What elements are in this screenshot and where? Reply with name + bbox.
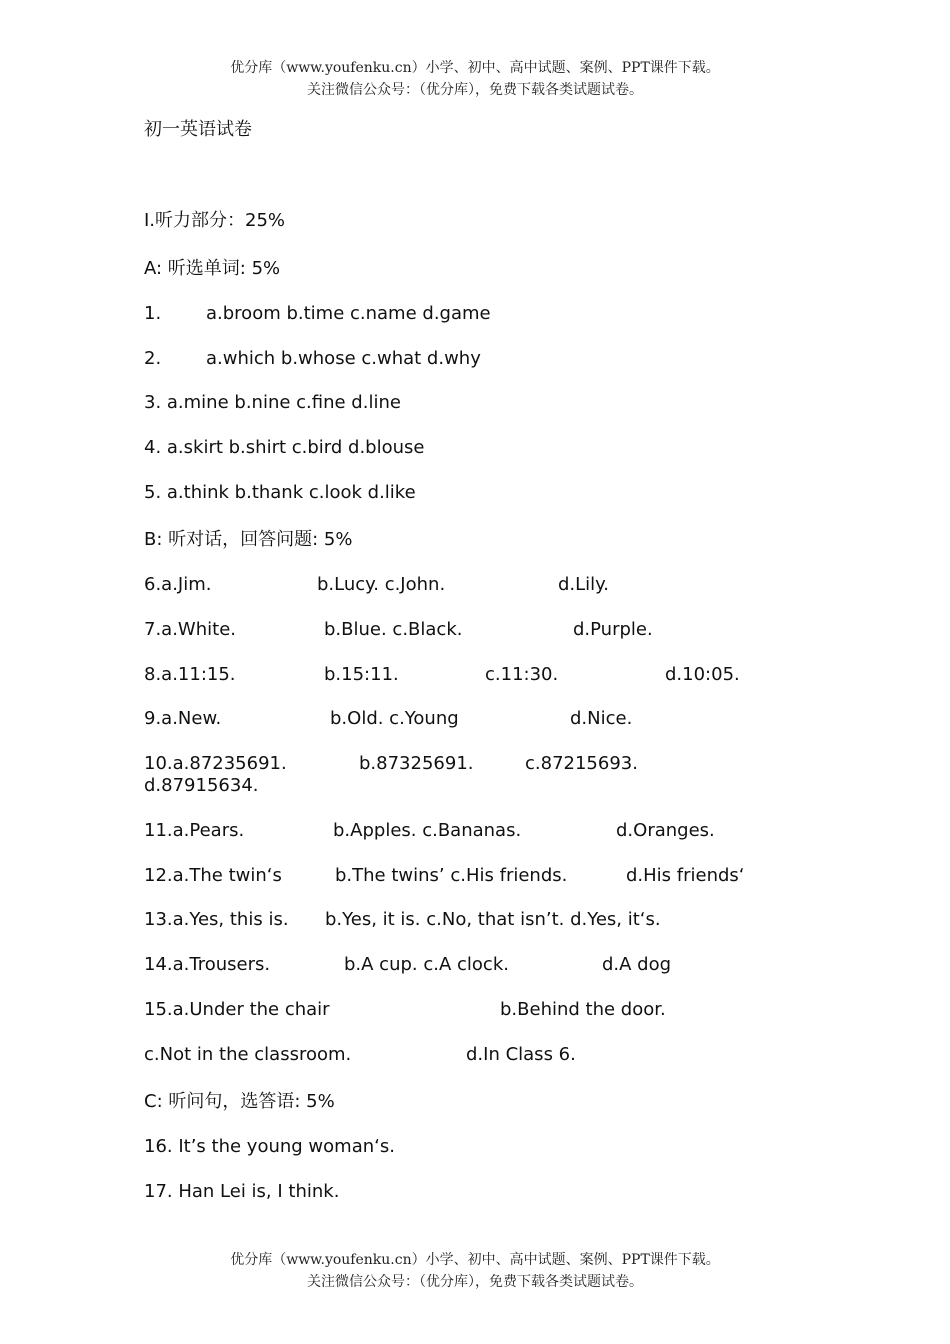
question-8-option-d: d.10:05. [665,664,740,685]
question-10-option-b: b.87325691. [359,753,474,774]
question-17: 17. Han Lei is, I think. [144,1181,340,1202]
footer-line-2: 关注微信公众号：（优分库），免费下载各类试题试卷。 [307,1274,643,1290]
question-10-option-c: c.87215693. [525,753,638,774]
question-14-option-b: b.A cup. c.A clock. [344,954,509,975]
question-9-option-d: d.Nice. [570,708,633,729]
question-7-option-a: 7.a.White. [144,619,236,640]
question-16: 16. It’s the young woman‘s. [144,1136,395,1157]
question-8-option-a: 8.a.11:15. [144,664,236,685]
header-line-1: 优分库（www.youfenku.cn）小学、初中、高中试题、案例、PPT课件下载。 [230,60,720,76]
question-15-option-c: c.Not in the classroom. [144,1044,352,1065]
exam-title: 初一英语试卷 [144,119,252,140]
footer-line-1: 优分库（www.youfenku.cn）小学、初中、高中试题、案例、PPT课件下载。 [230,1252,720,1268]
part1-heading: I.听力部分：25% [144,210,286,231]
question-15-option-b: b.Behind the door. [500,999,666,1020]
question-9-option-b: b.Old. c.Young [330,708,459,729]
question-6-option-d: d.Lily. [558,574,609,595]
question-12-option-b: b.The twins’ c.His friends. [335,865,568,886]
header-line-2: 关注微信公众号：（优分库），免费下载各类试题试卷。 [307,82,643,98]
question-14-option-d: d.A dog [602,954,672,975]
question-15-option-d: d.In Class 6. [466,1044,576,1065]
sectionB-heading: B: 听对话，回答问题: 5% [144,529,353,550]
question-13-option-a: 13.a.Yes, this is. [144,909,289,930]
question-7-option-d: d.Purple. [573,619,653,640]
question-9-option-a: 9.a.New. [144,708,222,729]
question-2-number: 2. [144,348,162,369]
sectionC-heading: C: 听问句，选答语: 5% [144,1091,335,1112]
question-6-option-b: b.Lucy. c.John. [317,574,446,595]
question-2-options: a.which b.whose c.what d.why [206,348,481,369]
question-10-option-a: 10.a.87235691. [144,753,287,774]
question-11-option-d: d.Oranges. [616,820,715,841]
question-12-option-d: d.His friends‘ [626,865,745,886]
sectionA-heading: A: 听选单词: 5% [144,258,281,279]
question-13-options-bcd: b.Yes, it is. c.No, that isn’t. d.Yes, it‘s. [325,909,661,930]
question-6-option-a: 6.a.Jim. [144,574,212,595]
question-5: 5. a.think b.thank c.look d.like [144,482,416,503]
question-14-option-a: 14.a.Trousers. [144,954,271,975]
page-header [0,57,950,101]
question-4: 4. a.skirt b.shirt c.bird d.blouse [144,437,425,458]
page-footer [0,1249,950,1293]
question-3: 3. a.mine b.nine c.fine d.line [144,392,401,413]
question-11-option-a: 11.a.Pears. [144,820,245,841]
question-11-option-b: b.Apples. c.Bananas. [333,820,522,841]
question-8-option-c: c.11:30. [485,664,559,685]
question-1-options: a.broom b.time c.name d.game [206,303,491,324]
question-1-number: 1. [144,303,162,324]
question-15-option-a: 15.a.Under the chair [144,999,330,1020]
question-12-option-a: 12.a.The twin‘s [144,865,282,886]
question-10-option-d: d.87915634. [144,775,259,796]
question-8-option-b: b.15:11. [324,664,399,685]
question-7-option-b: b.Blue. c.Black. [324,619,463,640]
